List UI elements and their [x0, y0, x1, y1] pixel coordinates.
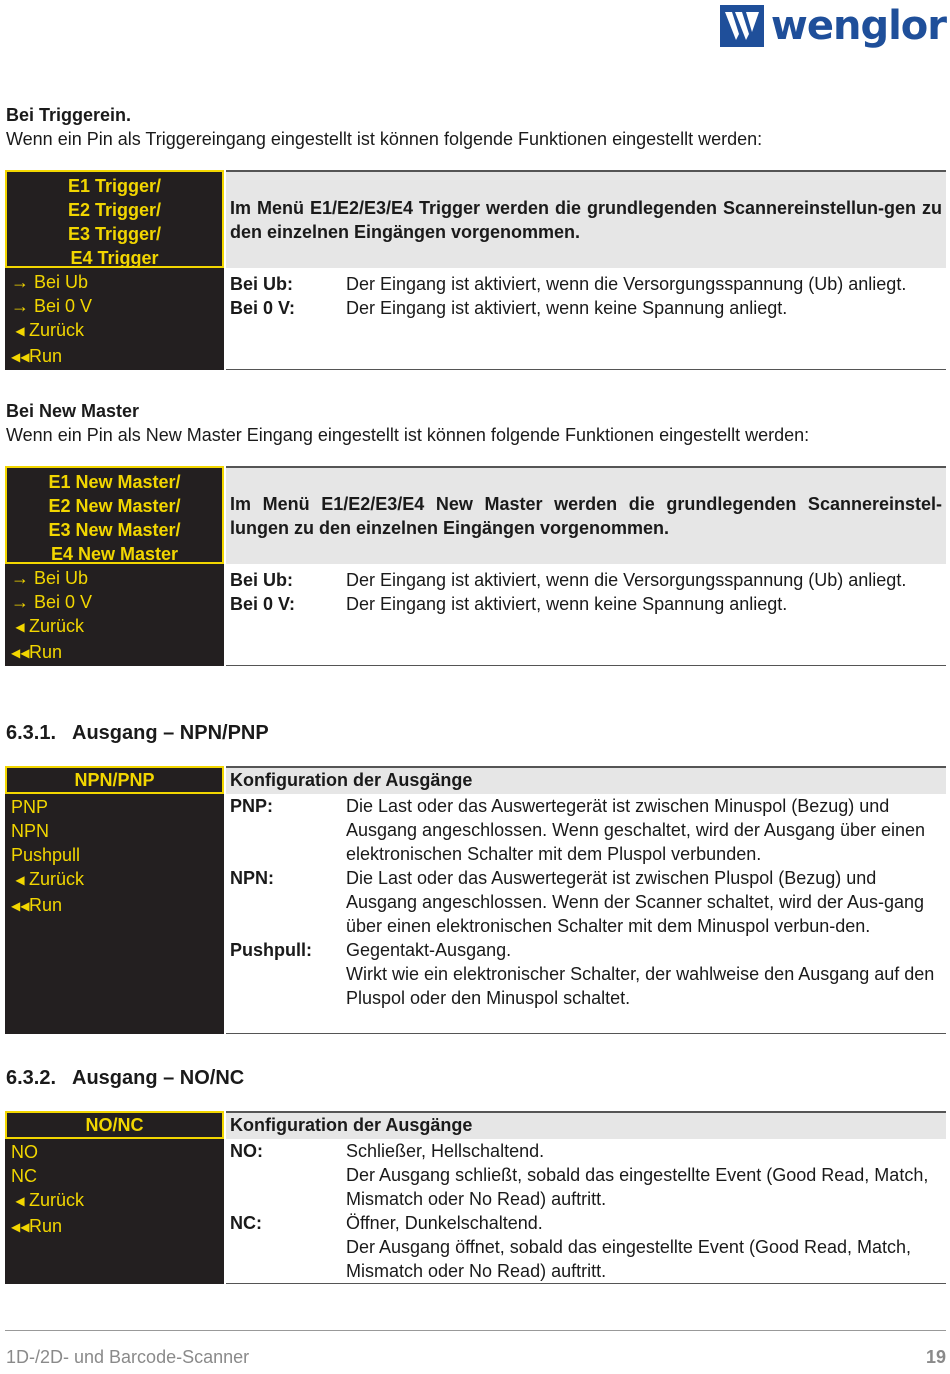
new-master-menu-head-line: E4 New Master	[50, 544, 179, 564]
menu-item-no[interactable]: NO	[11, 1142, 38, 1162]
back-triangle-icon: ◀	[15, 873, 25, 887]
definition-term: NC:	[230, 1213, 262, 1233]
no-nc-menu-items	[5, 1139, 224, 1240]
definition-term: Bei 0 V:	[230, 594, 296, 614]
definition-term: Bei Ub:	[230, 274, 293, 294]
new-master-table	[5, 466, 946, 666]
definition-text: Der Ausgang öffnet, sobald das eingestellte Event (Good Read, Match, Mismatch oder No Read) auftritt.	[346, 1237, 912, 1281]
trigger-menu-panel	[5, 170, 224, 370]
trigger-intro	[6, 103, 762, 151]
trigger-description-box	[226, 172, 946, 268]
new-master-description: Im Menü E1/E2/E3/E4 New Master werden die grundlegenden Scannereinstel-lungen zu den einzelnen Eingängen vorgenommen.	[230, 494, 942, 538]
menu-item-run[interactable]	[11, 344, 224, 370]
menu-item-label: Run	[29, 346, 63, 366]
new-master-description-box	[226, 468, 946, 564]
wenglor-logo	[719, 2, 946, 50]
rewind-icon: ◀◀	[11, 350, 30, 364]
no-nc-description-panel	[226, 1111, 946, 1284]
trigger-menu-head	[5, 170, 224, 268]
definition-row	[226, 1211, 946, 1283]
new-master-menu-panel	[5, 466, 224, 666]
trigger-intro-text: Wenn ein Pin als Triggereingang eingestellt ist können folgende Funktionen eingestellt werden:	[6, 129, 763, 149]
no-nc-rows	[226, 1139, 946, 1283]
npn-pnp-description-panel	[226, 766, 946, 1034]
rewind-icon: ◀◀	[11, 899, 30, 913]
new-master-menu-head-line: E3 New Master/	[48, 520, 181, 540]
definition-text: Der Eingang ist aktiviert, wenn keine Spannung anliegt.	[346, 594, 788, 614]
logo-text: wenglor	[770, 3, 946, 49]
back-triangle-icon: ◀	[15, 1194, 25, 1208]
menu-item-zurueck[interactable]	[11, 867, 224, 893]
section-title-text: Ausgang – NPN/PNP	[72, 722, 269, 744]
section-title-no-nc	[6, 1065, 244, 1091]
definition-term: NPN:	[230, 868, 274, 888]
definition-text: Schließer, Hellschaltend.	[346, 1141, 545, 1161]
definition-row	[226, 794, 946, 866]
npn-pnp-right-head: Konfiguration der Ausgänge	[226, 768, 946, 794]
trigger-description-panel	[226, 170, 946, 370]
definition-text: Der Ausgang schließt, sobald das eingestellte Event (Good Read, Match, Mismatch oder No Read) auftritt.	[346, 1165, 929, 1209]
footer-divider	[5, 1330, 946, 1331]
rewind-icon: ◀◀	[11, 1220, 30, 1234]
definition-text: Der Eingang ist aktiviert, wenn die Versorgungsspannung (Ub) anliegt.	[346, 570, 907, 590]
definition-text-group	[346, 1139, 946, 1211]
page-number: 19	[925, 1347, 946, 1367]
menu-item-run[interactable]	[11, 640, 224, 666]
definition-text: Die Last oder das Auswertegerät ist zwischen Pluspol (Bezug) und Ausgang angeschlossen. Wenn der Scanner schaltet, wird der Aus-gang über einen elektronischen Schalter mit dem Minuspol verbun-den.	[346, 868, 925, 936]
section-number: 6.3.2.	[6, 1067, 57, 1089]
no-nc-table	[5, 1111, 946, 1284]
menu-item-label: Run	[29, 1216, 63, 1236]
new-master-menu-items	[5, 564, 224, 666]
trigger-menu-head-line: E2 Trigger/	[67, 200, 162, 220]
new-master-menu-head-line: E1 New Master/	[48, 472, 181, 492]
menu-item-label: Zurück	[29, 869, 85, 889]
rewind-icon: ◀◀	[11, 646, 30, 660]
back-triangle-icon: ◀	[15, 324, 25, 338]
definition-text-group	[346, 938, 946, 1010]
definition-row	[226, 1139, 946, 1211]
trigger-heading: Bei Triggerein.	[6, 105, 132, 125]
trigger-table	[5, 170, 946, 370]
menu-item-bei-0v[interactable]: → Bei 0 V	[11, 296, 93, 316]
menu-item-zurueck[interactable]	[11, 1188, 224, 1214]
definition-text: Der Eingang ist aktiviert, wenn keine Spannung anliegt.	[346, 298, 788, 318]
definition-term: Pushpull:	[230, 940, 312, 960]
menu-item-bei-ub[interactable]: → Bei Ub	[11, 568, 89, 588]
definition-text: Die Last oder das Auswertegerät ist zwischen Minuspol (Bezug) und Ausgang angeschlossen. Wenn geschaltet, wird der Ausgang über einen elektronischen Schalter mit dem Pluspol verbunden.	[346, 796, 926, 864]
menu-item-label: Zurück	[29, 320, 85, 340]
definition-text-group	[346, 1211, 946, 1283]
trigger-menu-head-line: E1 Trigger/	[67, 176, 162, 196]
new-master-description-panel	[226, 466, 946, 666]
trigger-description: Im Menü E1/E2/E3/E4 Trigger werden die grundlegenden Scannereinstellun-gen zu den einzelnen Eingängen vorgenommen.	[230, 198, 942, 242]
no-nc-menu-panel	[5, 1111, 224, 1284]
new-master-intro-text: Wenn ein Pin als New Master Eingang eingestellt ist können folgende Funktionen eingestellt werden:	[6, 425, 810, 445]
npn-pnp-rows	[226, 794, 946, 1010]
npn-pnp-menu-items	[5, 794, 224, 919]
definition-text: Der Eingang ist aktiviert, wenn die Versorgungsspannung (Ub) anliegt.	[346, 274, 907, 294]
definition-row	[226, 866, 946, 938]
definition-term: NO:	[230, 1141, 263, 1161]
definition-text: Öffner, Dunkelschaltend.	[346, 1213, 543, 1233]
definition-row	[226, 296, 946, 320]
definition-term: PNP:	[230, 796, 274, 816]
trigger-rows	[226, 268, 946, 320]
definition-row	[226, 592, 946, 616]
menu-item-pushpull[interactable]: Pushpull	[11, 845, 81, 865]
menu-item-npn[interactable]: NPN	[11, 821, 50, 841]
section-title-npn-pnp	[6, 720, 269, 746]
footer-document-title: 1D-/2D- und Barcode-Scanner	[6, 1347, 250, 1367]
definition-term: Bei 0 V:	[230, 298, 296, 318]
menu-item-bei-0v[interactable]: → Bei 0 V	[11, 592, 93, 612]
definition-row	[226, 938, 946, 1010]
new-master-intro	[6, 399, 809, 447]
new-master-menu-head	[5, 466, 224, 564]
no-nc-right-head: Konfiguration der Ausgänge	[226, 1113, 946, 1139]
menu-item-run[interactable]	[11, 1214, 224, 1240]
menu-item-pnp[interactable]: PNP	[11, 797, 49, 817]
menu-item-label: Run	[29, 642, 63, 662]
new-master-heading: Bei New Master	[6, 401, 140, 421]
menu-item-label: Run	[29, 895, 63, 915]
section-title-text: Ausgang – NO/NC	[72, 1067, 245, 1089]
definition-row	[226, 272, 946, 296]
wenglor-logo-icon	[719, 4, 765, 48]
trigger-menu-head-line: E4 Trigger	[70, 248, 159, 268]
npn-pnp-menu-head: NPN/PNP	[5, 766, 224, 794]
npn-pnp-menu-panel	[5, 766, 224, 1034]
definition-text: Wirkt wie ein elektronischer Schalter, der wahlweise den Ausgang auf den Pluspol oder den Minuspol schaltet.	[346, 964, 935, 1008]
trigger-menu-head-line: E3 Trigger/	[67, 224, 162, 244]
menu-item-bei-ub[interactable]: → Bei Ub	[11, 272, 89, 292]
menu-item-zurueck[interactable]	[11, 318, 224, 344]
new-master-menu-head-line: E2 New Master/	[48, 496, 181, 516]
menu-item-label: Zurück	[29, 616, 85, 636]
no-nc-menu-head: NO/NC	[5, 1111, 224, 1139]
definition-text: Gegentakt-Ausgang.	[346, 940, 512, 960]
new-master-rows	[226, 564, 946, 616]
trigger-menu-items	[5, 268, 224, 370]
npn-pnp-table	[5, 766, 946, 1034]
section-number: 6.3.1.	[6, 722, 57, 744]
menu-item-label: Zurück	[29, 1190, 85, 1210]
menu-item-nc[interactable]: NC	[11, 1166, 37, 1186]
menu-item-run[interactable]	[11, 893, 224, 919]
definition-row	[226, 568, 946, 592]
definition-term: Bei Ub:	[230, 570, 293, 590]
back-triangle-icon: ◀	[15, 620, 25, 634]
menu-item-zurueck[interactable]	[11, 614, 224, 640]
